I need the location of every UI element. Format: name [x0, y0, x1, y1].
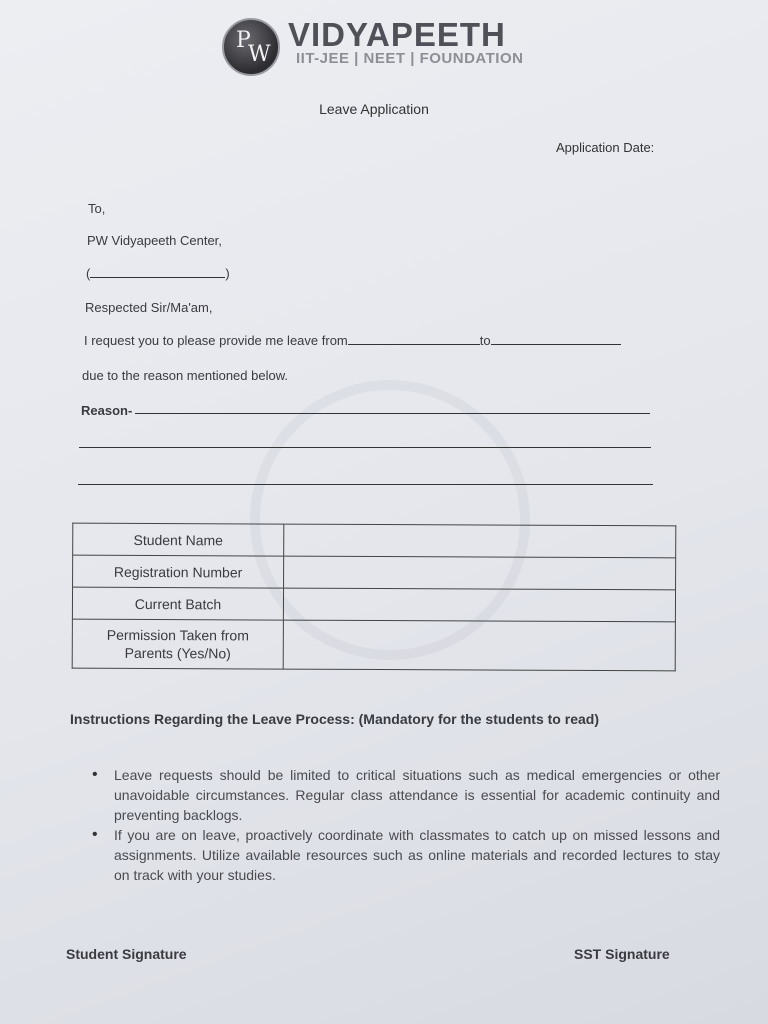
- paren-open: (: [86, 266, 91, 281]
- brand-name: VIDYAPEETH: [288, 16, 506, 53]
- table-row: [72, 619, 675, 671]
- logo-letter-p: P: [236, 28, 251, 53]
- registration-number-label: Registration Number: [73, 555, 284, 588]
- page-title: Leave Application: [319, 101, 429, 117]
- instruction-text: If you are on leave, proactively coordinate with classmates to catch up on missed lessons and assignments. Utilize available resources such as online materials and recorded lectures to stay on track with your studies.: [114, 827, 720, 883]
- leave-from-date-field[interactable]: [348, 334, 480, 345]
- student-info-table: [72, 523, 677, 672]
- logo-letter-w: W: [248, 42, 271, 67]
- reason-field-line-1[interactable]: [135, 413, 650, 414]
- table-row: [73, 555, 676, 590]
- leave-to-date-field[interactable]: [491, 334, 621, 345]
- current-batch-label: Current Batch: [72, 587, 283, 620]
- reason-field-line-3[interactable]: [78, 484, 653, 485]
- parent-permission-label-line2: Parents (Yes/No): [124, 644, 231, 662]
- list-item: [92, 825, 720, 885]
- student-name-label: Student Name: [73, 523, 284, 556]
- current-batch-field[interactable]: [283, 588, 675, 622]
- table-row: [73, 523, 676, 558]
- parent-permission-label-line1: Permission Taken from: [106, 626, 249, 644]
- reason-label: Reason-: [81, 403, 133, 418]
- sst-signature-label: SST Signature: [574, 946, 670, 962]
- salutation: Respected Sir/Ma'am,: [85, 300, 213, 315]
- paren-close: ): [225, 266, 230, 281]
- parent-permission-label: [72, 619, 283, 669]
- request-prefix: I request you to please provide me leave from: [84, 333, 348, 348]
- registration-number-field[interactable]: [284, 556, 676, 590]
- center-name-field[interactable]: [86, 266, 230, 281]
- table-row: [72, 587, 675, 622]
- instructions-list: [92, 765, 720, 885]
- center-label: PW Vidyapeeth Center,: [87, 233, 222, 248]
- reason-field-line-2[interactable]: [79, 447, 651, 448]
- to-label: To,: [88, 201, 106, 216]
- leave-dates-line: [84, 333, 621, 348]
- application-date-label: Application Date:: [556, 140, 655, 155]
- bullet-icon: •: [92, 766, 98, 783]
- student-name-field[interactable]: [284, 524, 676, 558]
- brand-tagline: IIT-JEE | NEET | FOUNDATION: [296, 50, 524, 67]
- list-item: [92, 765, 720, 825]
- header-logo: [222, 16, 542, 76]
- instruction-text: Leave requests should be limited to critical situations such as medical emergencies or other unavoidable circumstances. Regular class attendance is essential for academic continuity and preventing backlogs.: [114, 767, 720, 823]
- reason-intro: due to the reason mentioned below.: [82, 368, 288, 383]
- student-signature-label: Student Signature: [66, 946, 187, 962]
- parent-permission-field[interactable]: [283, 620, 675, 671]
- center-name-blank[interactable]: [90, 267, 225, 278]
- bullet-icon: •: [92, 826, 98, 843]
- request-to-label: to: [479, 333, 491, 348]
- pw-logo-icon: [222, 18, 280, 76]
- instructions-title: Instructions Regarding the Leave Process: (Mandatory for the students to read): [70, 711, 599, 727]
